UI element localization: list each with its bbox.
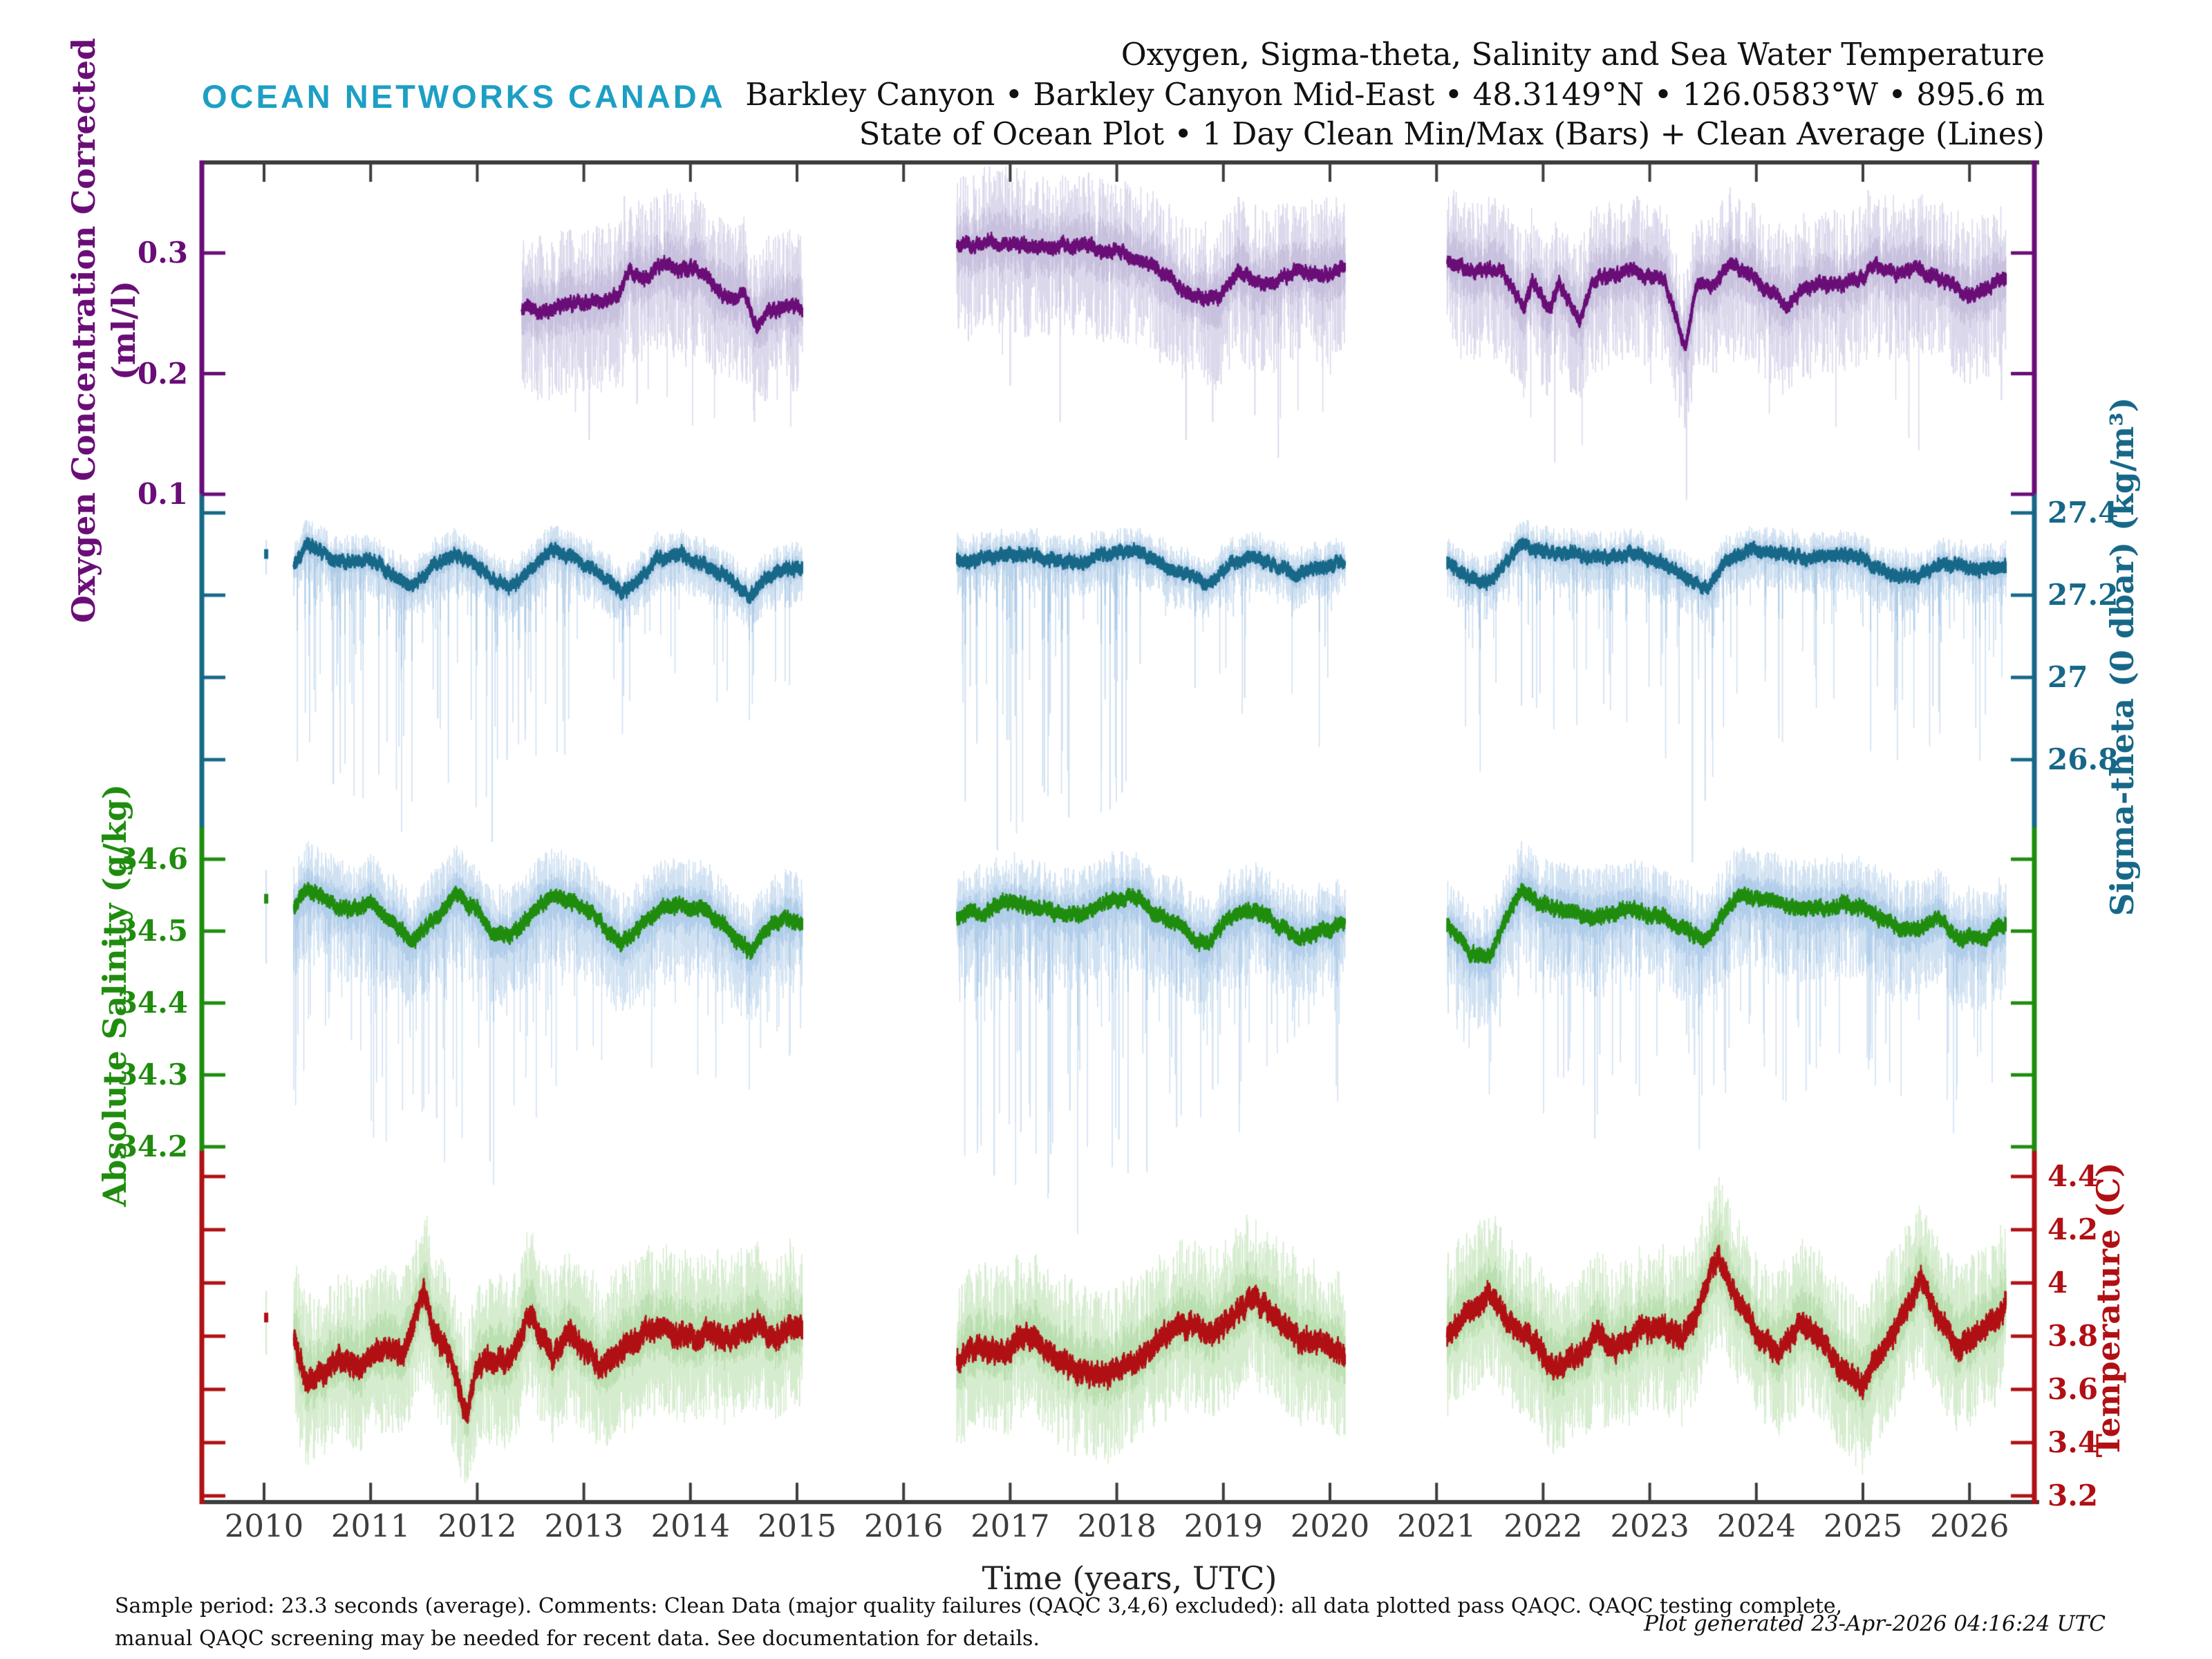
year-tick-2023: 2023 [1610, 1508, 1689, 1544]
footer-note-line2: manual QAQC screening may be needed for recent data. See documentation for details. [115, 1627, 1040, 1651]
temperature-tick-4.4: 4.4 [2047, 1159, 2099, 1193]
year-tick-2012: 2012 [438, 1508, 517, 1544]
oxygen-tick-0.3: 0.3 [137, 236, 188, 270]
year-tick-2018: 2018 [1077, 1508, 1156, 1544]
temperature-tick-3.6: 3.6 [2047, 1372, 2099, 1406]
plot-subtitle-type: State of Ocean Plot • 1 Day Clean Min/Max (Bars) + Clean Average (Lines) [859, 115, 2045, 152]
temperature-tick-3.2: 3.2 [2047, 1479, 2099, 1512]
salinity-tick-34.5: 34.5 [117, 914, 188, 948]
year-tick-2011: 2011 [330, 1508, 411, 1544]
temperature-tick-4: 4 [2047, 1266, 2068, 1300]
year-tick-2013: 2013 [544, 1508, 624, 1544]
oxygen-axis-label-units: (ml/l) [105, 281, 142, 380]
footer-note-line1: Sample period: 23.3 seconds (average). Comments: Clean Data (major quality failures (QAQC 3,4,6) excluded): all data plotted pass QAQC. QAQC testing complete, [115, 1594, 1843, 1618]
year-tick-2016: 2016 [863, 1508, 944, 1544]
temperature-axis-label: Temperature (C) [2090, 1162, 2127, 1458]
temperature-tick-3.4: 3.4 [2047, 1425, 2099, 1459]
year-tick-2026: 2026 [1929, 1508, 2009, 1544]
year-tick-2025: 2025 [1823, 1508, 1903, 1544]
year-tick-2014: 2014 [650, 1508, 731, 1544]
salinity-tick-34.2: 34.2 [117, 1130, 188, 1163]
oxygen-axis-label [64, 38, 144, 623]
year-tick-2024: 2024 [1716, 1508, 1797, 1544]
sigma-theta-tick-27: 27 [2047, 660, 2088, 694]
temperature-tick-3.8: 3.8 [2047, 1319, 2099, 1353]
year-tick-2021: 2021 [1396, 1508, 1477, 1544]
salinity-tick-34.4: 34.4 [117, 986, 188, 1020]
temperature-tick-4.2: 4.2 [2047, 1212, 2099, 1246]
year-tick-2010: 2010 [224, 1508, 304, 1544]
salinity-tick-34.3: 34.3 [117, 1058, 188, 1091]
plot-generated-timestamp: Plot generated 23-Apr-2026 04:16:24 UTC [1644, 1611, 2106, 1636]
year-tick-2022: 2022 [1503, 1508, 1583, 1544]
oxygen-axis-label-line1: Oxygen Concentration Corrected [65, 37, 102, 624]
oxygen-tick-0.1: 0.1 [137, 477, 188, 511]
year-tick-2017: 2017 [971, 1508, 1050, 1544]
salinity-tick-34.6: 34.6 [117, 842, 188, 876]
year-tick-2019: 2019 [1183, 1508, 1264, 1544]
time-axis-label: Time (years, UTC) [982, 1559, 1277, 1597]
sigma-theta-axis-label: Sigma-theta (0 dbar) (kg/m³) [2103, 397, 2141, 917]
salinity-axis-label: Absolute Salinity (g/kg) [96, 784, 133, 1207]
plot-subtitle-location: Barkley Canyon • Barkley Canyon Mid-East • 48.3149°N • 126.0583°W • 895.6 m [745, 76, 2045, 113]
sigma-theta-tick-27.2: 27.2 [2047, 578, 2119, 612]
sigma-theta-tick-26.8: 26.8 [2047, 742, 2119, 776]
ocean-networks-canada-logo: OCEAN NETWORKS CANADA [202, 78, 726, 115]
year-tick-2020: 2020 [1290, 1508, 1370, 1544]
sigma-theta-tick-27.4: 27.4 [2047, 496, 2119, 529]
oxygen-tick-0.2: 0.2 [137, 356, 188, 391]
year-tick-2015: 2015 [757, 1508, 837, 1544]
plot-title: Oxygen, Sigma-theta, Salinity and Sea Water Temperature [1121, 36, 2045, 73]
